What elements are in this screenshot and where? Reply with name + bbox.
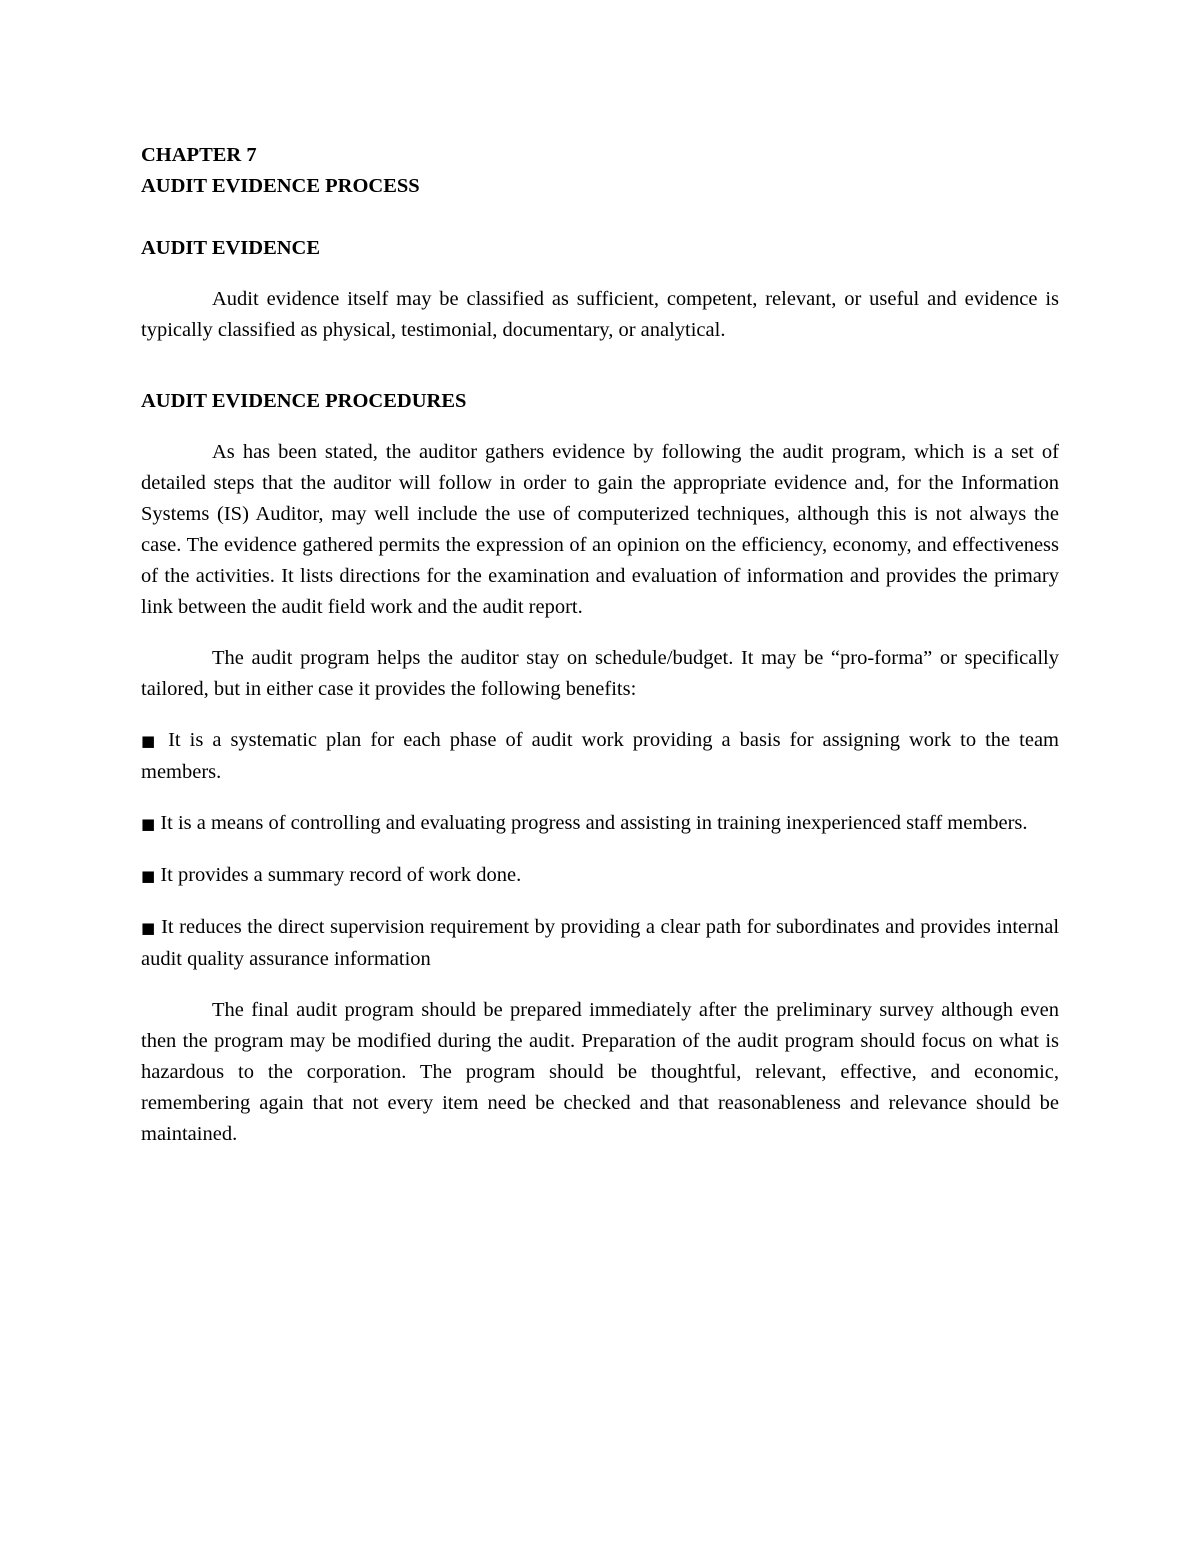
- bullet-item: [141, 860, 1059, 892]
- bullet-text: It provides a summary record of work done.: [160, 864, 522, 886]
- procedures-paragraph-2: The audit program helps the auditor stay on schedule/budget. It may be “pro-forma” or specifically tailored, but in either case it provides the following benefits:: [141, 647, 1059, 700]
- bullet-item: [141, 912, 1059, 975]
- bullet-text: It is a means of controlling and evaluating progress and assisting in training inexperienced staff members.: [160, 812, 1028, 834]
- bullet-item: [141, 725, 1059, 788]
- procedures-paragraph-3: The final audit program should be prepared immediately after the preliminary survey although even then the program may be modified during the audit. Preparation of the audit program should focus on what is hazardous to the corporation. The program should be thoughtful, relevant, effective, and economic, remembering again that not every item need be checked and that reasonableness and relevance should be maintained.: [141, 999, 1059, 1145]
- square-bullet-icon: ■: [141, 815, 156, 833]
- square-bullet-icon: ■: [141, 867, 156, 885]
- bullet-text: It reduces the direct supervision requirement by providing a clear path for subordinates and provides internal audit quality assurance information: [141, 916, 1060, 970]
- section-heading-audit-evidence: AUDIT EVIDENCE: [141, 237, 321, 259]
- chapter-title: AUDIT EVIDENCE PROCESS: [141, 175, 420, 197]
- procedures-paragraph-1: As has been stated, the auditor gathers evidence by following the audit program, which is a set of detailed steps that the auditor will follow in order to gain the appropriate evidence and, for the Information Systems (IS) Auditor, may well include the use of computerized techniques, although this is not always the case. The evidence gathered permits the expression of an opinion on the efficiency, economy, and effectiveness of the activities. It lists directions for the examination and evaluation of information and provides the primary link between the audit field work and the audit report.: [141, 441, 1059, 618]
- document-content: [141, 140, 1059, 1150]
- square-bullet-icon: ■: [141, 919, 156, 937]
- chapter-label: CHAPTER 7: [141, 144, 257, 166]
- audit-evidence-paragraph: Audit evidence itself may be classified as sufficient, competent, relevant, or useful and evidence is typically classified as physical, testimonial, documentary, or analytical.: [141, 288, 1059, 341]
- square-bullet-icon: ■: [141, 732, 160, 750]
- section-heading-audit-evidence-procedures: AUDIT EVIDENCE PROCEDURES: [141, 390, 467, 412]
- bullet-item: [141, 808, 1059, 840]
- bullet-text: It is a systematic plan for each phase of audit work providing a basis for assigning work to the team members.: [141, 729, 1060, 783]
